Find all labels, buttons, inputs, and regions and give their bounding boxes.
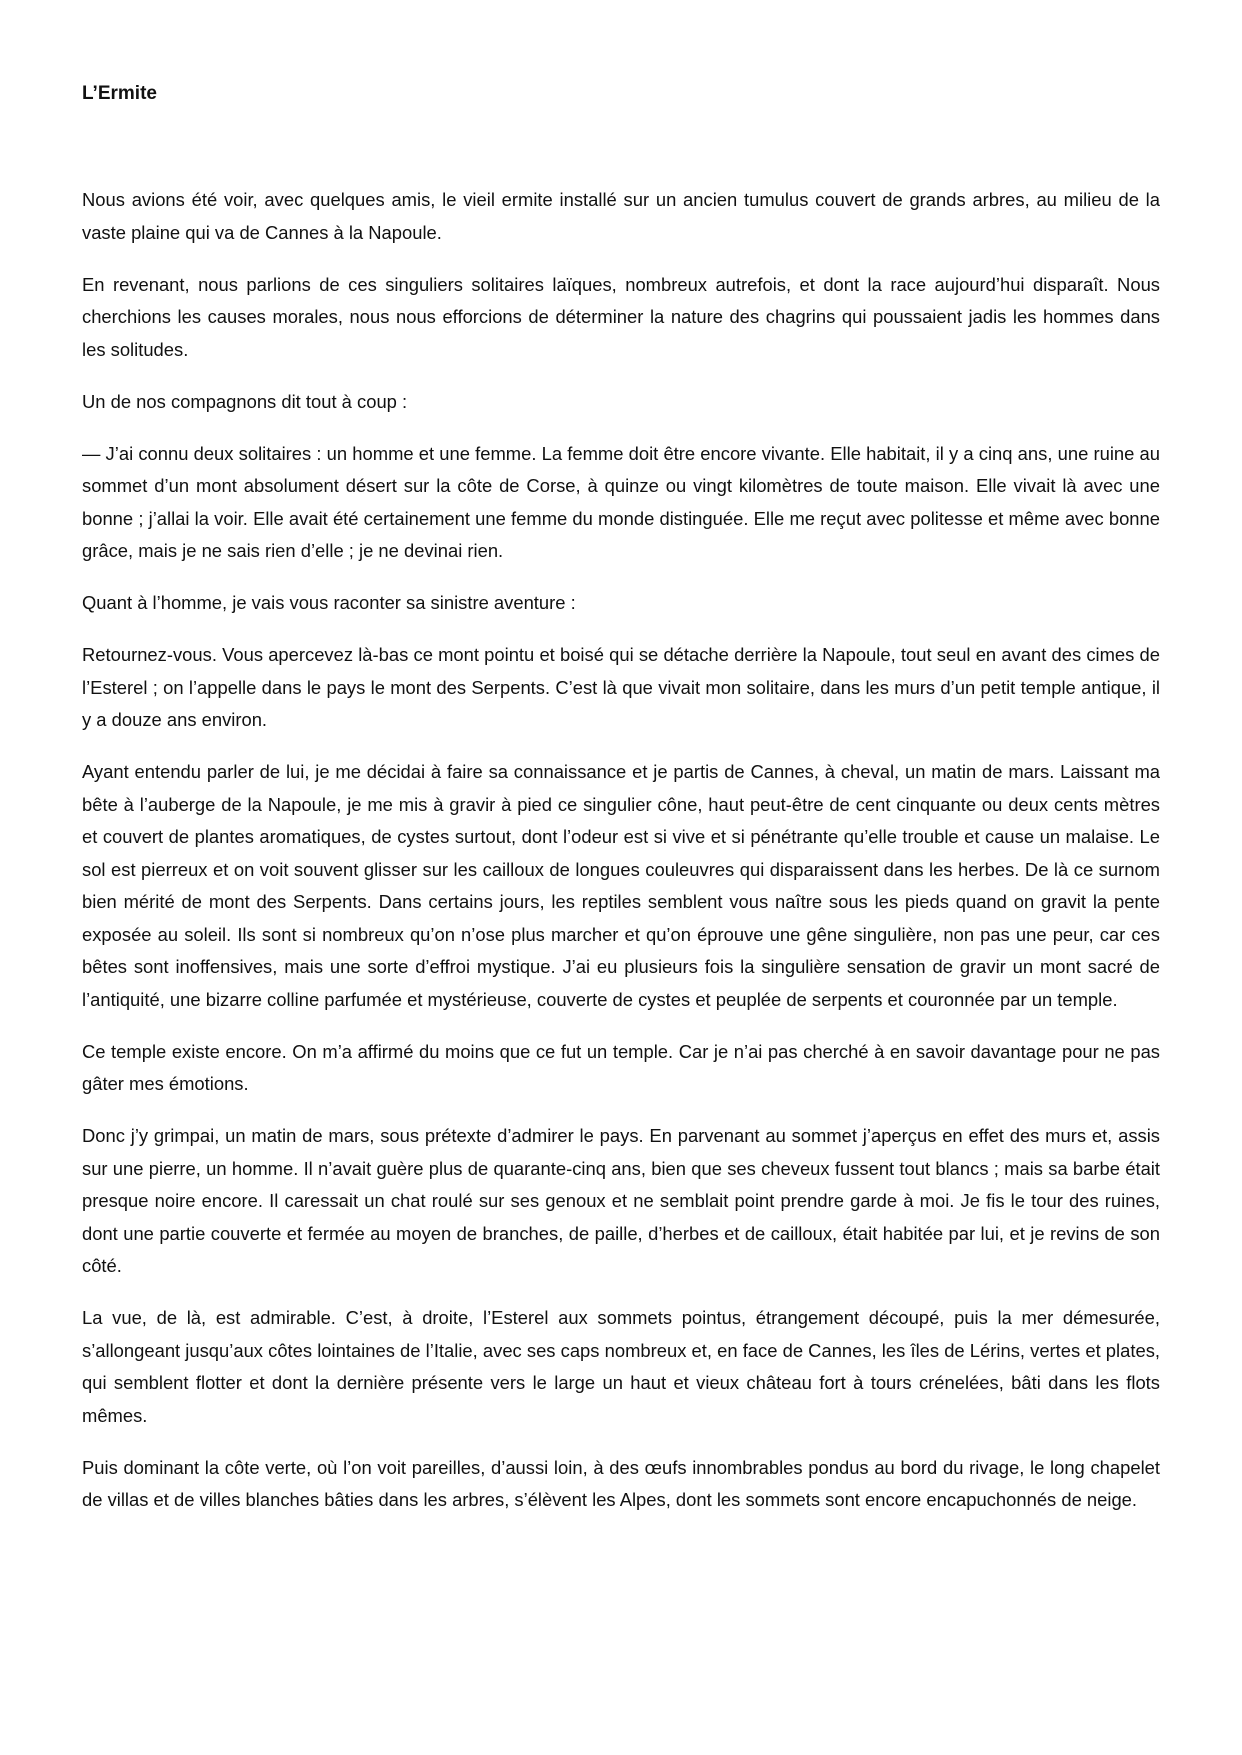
paragraph-10: La vue, de là, est admirable. C’est, à droite, l’Esterel aux sommets pointus, étrangement découpé, puis la mer démesurée, s’allongeant jusqu’aux côtes lointaines de l’Italie, avec ses caps nombreux et, en face de Cannes, les îles de Lérins, vertes et plates, qui semblent flotter et dont la dernière présente vers le large un haut et vieux château fort à tours crénelées, bâti dans les flots mêmes. xyxy=(82,1307,1160,1426)
paragraph-1: Nous avions été voir, avec quelques amis, le vieil ermite installé sur un ancien tumulus couvert de grands arbres, au milieu de la vaste plaine qui va de Cannes à la Napoule. xyxy=(82,189,1160,243)
document-page xyxy=(82,78,1160,1536)
paragraph-4: — J’ai connu deux solitaires : un homme et une femme. La femme doit être encore vivante. Elle habitait, il y a cinq ans, une ruine au sommet d’un mont absolument désert sur la côte de Corse, à quinze ou vingt kilomètres de toute maison. Elle vivait là avec une bonne ; j’allai la voir. Elle avait été certainement une femme du monde distinguée. Elle me reçut avec politesse et même avec bonne grâce, mais je ne sais rien d’elle ; je ne devinai rien. xyxy=(82,442,1160,561)
document-title: L’Ermite xyxy=(82,83,157,104)
paragraph-3: Un de nos compagnons dit tout à coup : xyxy=(82,390,408,412)
paragraph-6: Retournez-vous. Vous apercevez là-bas ce mont pointu et boisé qui se détache derrière la Napoule, tout seul en avant des cimes de l’Esterel ; on l’appelle dans le pays le mont des Serpents. C’est là que vivait mon solitaire, dans les murs d’un petit temple antique, il y a douze ans environ. xyxy=(82,644,1160,730)
paragraph-11: Puis dominant la côte verte, où l’on voit pareilles, d’aussi loin, à des œufs innombrables pondus au bord du rivage, le long chapelet de villas et de villes blanches bâties dans les arbres, s’élèvent les Alpes, dont les sommets sont encore encapuchonnés de neige. xyxy=(82,1456,1160,1510)
paragraph-7: Ayant entendu parler de lui, je me décidai à faire sa connaissance et je partis de Cannes, à cheval, un matin de mars. Laissant ma bête à l’auberge de la Napoule, je me mis à gravir à pied ce singulier cône, haut peut-être de cent cinquante ou deux cents mètres et couvert de plantes aromatiques, de cystes surtout, dont l’odeur est si vive et si pénétrante qu’elle trouble et cause un malaise. Le sol est pierreux et on voit souvent glisser sur les cailloux de longues couleuvres qui disparaissent dans les herbes. De là ce surnom bien mérité de mont des Serpents. Dans certains jours, les reptiles semblent vous naître sous les pieds quand on gravit la pente exposée au soleil. Ils sont si nombreux qu’on n’ose plus marcher et qu’on éprouve une gêne singulière, non pas une peur, car ces bêtes sont inoffensives, mais une sorte d’effroi mystique. J’ai eu plusieurs fois la singulière sensation de gravir un mont sacré de l’antiquité, une bizarre colline parfumée et mystérieuse, couverte de cystes et peuplée de serpents et couronnée par un temple. xyxy=(82,761,1160,1010)
paragraph-5: Quant à l’homme, je vais vous raconter sa sinistre aventure : xyxy=(82,592,576,613)
paragraph-2: En revenant, nous parlions de ces singuliers solitaires laïques, nombreux autrefois, et dont la race aujourd’hui disparaît. Nous cherchions les causes morales, nous nous efforcions de déterminer la nature des chagrins qui poussaient jadis les hommes dans les solitudes. xyxy=(82,273,1160,360)
paragraph-9: Donc j’y grimpai, un matin de mars, sous prétexte d’admirer le pays. En parvenant au sommet j’aperçus en effet des murs et, assis sur une pierre, un homme. Il n’avait guère plus de quarante-cinq ans, bien que ses cheveux fussent tout blancs ; mais sa barbe était presque noire encore. Il caressait un chat roulé sur ses genoux et ne semblait point prendre garde à moi. Je fis le tour des ruines, dont une partie couverte et fermée au moyen de branches, de paille, d’herbes et de cailloux, était habitée par lui, et je revins de son côté. xyxy=(82,1125,1160,1276)
paragraph-8: Ce temple existe encore. On m’a affirmé du moins que ce fut un temple. Car je n’ai pas cherché à en savoir davantage pour ne pas gâter mes émotions. xyxy=(82,1040,1160,1094)
